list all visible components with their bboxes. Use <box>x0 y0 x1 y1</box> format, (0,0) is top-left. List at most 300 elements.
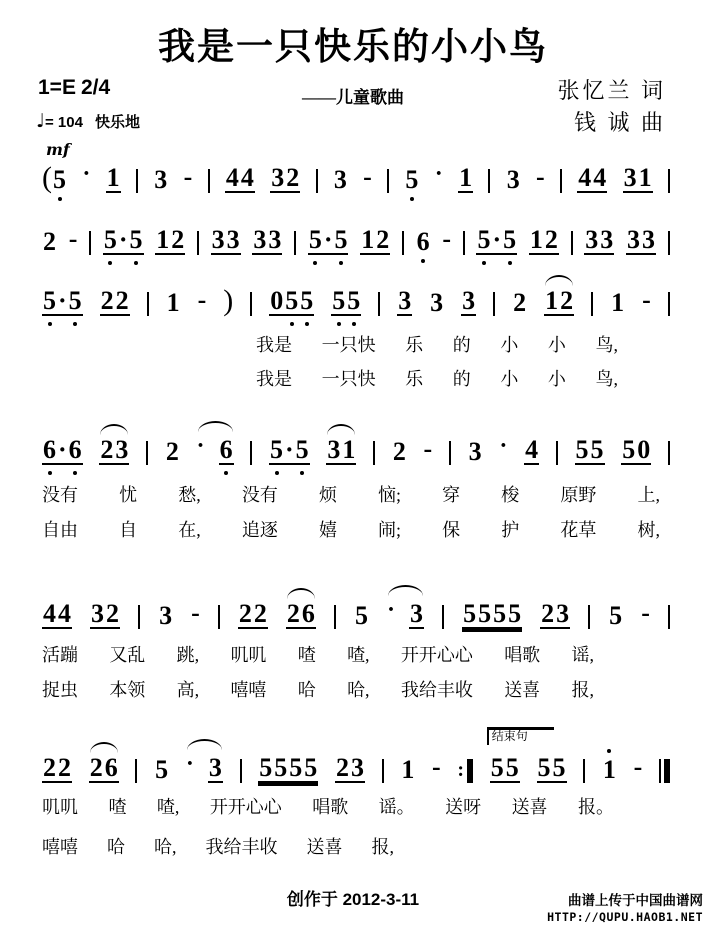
note-digit: 6 <box>104 753 118 782</box>
key-signature: 1=E <box>38 76 76 99</box>
note-digits <box>99 437 129 465</box>
lyric-word: 没有 <box>241 485 278 505</box>
note-digit: 3 <box>468 437 482 466</box>
note-digits <box>544 288 574 316</box>
note-digits <box>286 601 316 629</box>
note-digit: 2 <box>89 753 103 782</box>
note-digit: 2 <box>238 599 252 628</box>
lyric-word: 我给丰收 <box>205 837 278 857</box>
octave-dot-below <box>337 322 341 326</box>
duration-dash: - <box>641 598 650 627</box>
final-barline <box>659 759 670 783</box>
note-digit: 2 <box>392 437 406 466</box>
note-digits <box>100 288 130 316</box>
repeat-dots: : <box>457 759 465 781</box>
note-digit: 3 <box>333 165 347 194</box>
octave-dot-below <box>421 259 425 263</box>
lyric-word: 送喜 <box>306 837 343 857</box>
octave-dot-below <box>134 261 138 265</box>
lyric-word: 鸟, <box>595 335 618 355</box>
note-digits <box>42 229 57 255</box>
note-digit: 6 <box>219 437 234 463</box>
note-digits <box>462 601 522 629</box>
barline <box>294 231 296 255</box>
barline <box>147 292 149 316</box>
note-digits <box>42 755 72 783</box>
slur <box>388 585 423 596</box>
note-digits <box>153 167 168 193</box>
lyric-word: 叽叽 <box>42 797 78 817</box>
note-digit: 3 <box>430 288 444 317</box>
note-digit: 5 <box>404 167 419 193</box>
note-digit: 2 <box>286 599 300 628</box>
thin-bar <box>668 169 670 193</box>
quarter-note-icon: ♩ <box>36 110 45 132</box>
note-digits <box>219 437 234 465</box>
note-digit: 1 <box>545 286 559 315</box>
slur <box>187 739 222 750</box>
note-digits <box>621 437 651 465</box>
note-digits <box>331 288 361 316</box>
thin-bar <box>387 169 389 193</box>
note-digit: 4 <box>240 163 254 192</box>
barline <box>89 231 91 255</box>
note-digit: 5 <box>346 288 361 314</box>
lyric-word: 的 <box>452 335 471 355</box>
barline <box>556 441 558 465</box>
note-digits <box>397 288 412 316</box>
note-digits <box>52 167 67 193</box>
lyric-word: 一只快 <box>321 335 376 355</box>
note-digit: 5 <box>103 227 118 253</box>
note-digits <box>269 288 314 316</box>
lyric-word: 在, <box>178 520 201 540</box>
note-digit: 5 <box>622 435 636 464</box>
note <box>154 757 169 783</box>
barline <box>387 169 389 193</box>
lyric-word: 本领 <box>109 680 146 700</box>
note-digits <box>461 288 476 316</box>
note-digit: 5 <box>537 753 551 782</box>
lyric-word: 谣, <box>571 645 594 665</box>
lyric-row <box>42 838 394 858</box>
octave-dot-below <box>73 471 77 475</box>
note <box>158 603 173 629</box>
lyric-word: 跳, <box>176 645 200 665</box>
barline <box>668 605 670 629</box>
note-digit: 3 <box>208 753 222 782</box>
note-digit: 1 <box>342 435 356 464</box>
barline <box>250 441 252 465</box>
lyric-row <box>42 486 660 506</box>
lyric-word: 我给丰收 <box>400 680 473 700</box>
octave-dot-above <box>607 749 611 753</box>
tempo-marking <box>36 110 140 132</box>
note-digits <box>335 755 365 783</box>
note-digit: 3 <box>506 165 520 194</box>
duration-dash: - <box>642 285 651 314</box>
note <box>155 227 185 255</box>
barline <box>334 605 336 629</box>
note <box>333 167 348 193</box>
note-digit: 4 <box>225 163 239 192</box>
note-digits <box>270 165 300 193</box>
lyric-word: 没有 <box>42 485 78 505</box>
lyric-word: 烦 <box>318 485 337 505</box>
note-digit: 5 <box>575 435 589 464</box>
slur <box>90 742 118 753</box>
thin-bar <box>668 441 670 465</box>
barline <box>493 292 495 316</box>
note-digit: 5 <box>274 753 288 782</box>
octave-dot-below <box>58 197 62 201</box>
note-digit: 4 <box>525 435 539 464</box>
note <box>308 227 349 255</box>
lyric-word: 愁, <box>178 485 201 505</box>
tempo-mood: 快乐地 <box>94 114 140 131</box>
note-digit: 4 <box>43 599 56 628</box>
note-digit: 3 <box>211 225 225 254</box>
note-digit: 2 <box>560 286 574 315</box>
note-digit: 2 <box>115 286 129 315</box>
note-digit: 2 <box>171 225 185 254</box>
note-digits <box>165 439 180 465</box>
note-digits <box>577 165 607 193</box>
octave-dot-below <box>313 261 317 265</box>
note-digit: 2 <box>106 599 120 628</box>
thin-bar <box>147 292 149 316</box>
note-digits <box>154 757 169 783</box>
slur-group <box>186 752 223 783</box>
barline <box>583 759 585 783</box>
note-digit: 3 <box>154 165 168 194</box>
dynamic-mf: mf <box>46 140 70 159</box>
note-digits <box>623 165 653 193</box>
augmentation-dot: · <box>386 597 395 623</box>
barline <box>560 169 562 193</box>
notation-line <box>42 599 670 629</box>
slur-group <box>197 434 234 465</box>
note-digits <box>575 437 605 465</box>
barline <box>218 605 220 629</box>
duration-dash: - <box>432 752 441 781</box>
note-digit: 5 <box>259 753 273 782</box>
thin-bar <box>449 441 451 465</box>
note-digits <box>333 167 348 193</box>
note <box>623 165 653 193</box>
note-digits <box>326 437 356 465</box>
note-digit: 3 <box>410 599 423 628</box>
genre-subtitle: ——儿童歌曲 <box>302 88 404 107</box>
note <box>103 227 144 255</box>
thin-bar <box>250 292 252 316</box>
octave-dot-below <box>305 322 309 326</box>
note <box>42 140 70 194</box>
duration-dash: - <box>536 162 545 191</box>
lyric-word: 喳, <box>347 645 370 665</box>
duration-dash: - <box>197 285 207 314</box>
notation-line <box>42 286 670 316</box>
lyric-word: 报。 <box>578 797 614 817</box>
note <box>468 439 483 465</box>
thin-bar <box>668 292 670 316</box>
note <box>392 439 407 465</box>
thin-bar <box>146 441 148 465</box>
note-digits <box>626 227 656 255</box>
duration-dash: - <box>183 162 193 191</box>
note <box>42 288 83 316</box>
thin-bar <box>378 292 380 316</box>
note <box>331 288 361 316</box>
barline <box>378 292 380 316</box>
thin-bar <box>402 231 404 255</box>
octave-dot-below <box>275 471 279 475</box>
note-digits <box>608 603 623 629</box>
note <box>238 601 268 629</box>
note-digit: 3 <box>600 225 614 254</box>
slur <box>100 424 128 435</box>
note-digits <box>225 165 255 193</box>
note-digits <box>42 288 83 316</box>
note-digits <box>468 439 483 465</box>
octave-dot-below <box>108 261 112 265</box>
barline <box>240 759 242 783</box>
note-digits <box>252 227 282 255</box>
note-digits <box>211 227 241 255</box>
lyric-word: 开开心心 <box>400 645 473 665</box>
note-digits <box>42 601 72 629</box>
thin-bar <box>493 292 495 316</box>
note <box>225 165 255 193</box>
barline <box>197 231 199 255</box>
note-digit: 2 <box>165 437 179 466</box>
lyric-word: 活蹦 <box>42 645 78 665</box>
note-digit: 3 <box>623 163 637 192</box>
barline <box>208 169 210 193</box>
thick-bar <box>664 759 670 783</box>
thin-bar <box>583 759 585 783</box>
lyric-word: 小 <box>547 335 566 355</box>
lyric-word: 哈 <box>297 680 316 700</box>
octave-dot-below <box>482 261 486 265</box>
note-digit: 5 <box>304 753 318 782</box>
note-digits <box>529 227 559 255</box>
lyric-word: 的 <box>452 369 471 389</box>
note <box>409 601 424 629</box>
note-digit: 2 <box>253 599 267 628</box>
note-digit: 3 <box>226 225 240 254</box>
slur <box>287 588 315 599</box>
note-digit: 2 <box>541 599 555 628</box>
lyric-word: 报, <box>371 837 394 857</box>
lyric-word: 一只快 <box>321 369 376 389</box>
note <box>90 601 120 629</box>
watermark-url: HTTP://QUPU.HAOB1.NET <box>547 909 703 924</box>
thin-bar <box>218 605 220 629</box>
note-digits <box>537 755 567 783</box>
slur-group <box>387 598 424 629</box>
thin-bar <box>240 759 242 783</box>
composer-credit: 钱 诚 曲 <box>573 110 666 135</box>
octave-dot-below <box>224 471 228 475</box>
note-digit: 2 <box>100 435 114 464</box>
lyric-word: 高, <box>176 680 200 700</box>
note-digit: 5 <box>476 227 491 253</box>
lyric-row <box>42 681 594 701</box>
duration-dash: - <box>191 598 200 627</box>
lyric-word: 报, <box>571 680 594 700</box>
note <box>610 290 625 316</box>
thin-bar <box>556 441 558 465</box>
thin-bar <box>334 605 336 629</box>
note-digits <box>155 227 185 255</box>
lyric-word: 穿 <box>442 485 461 505</box>
lyric-word: 喳, <box>156 797 180 817</box>
thin-bar <box>136 169 138 193</box>
octave-dot-below <box>508 261 512 265</box>
note-digit: 5 <box>463 599 477 628</box>
note <box>360 227 390 255</box>
note-digit: 1 <box>361 225 375 254</box>
note-digit: 3 <box>268 225 282 254</box>
thin-bar <box>442 605 444 629</box>
thin-bar <box>591 292 593 316</box>
barline <box>138 605 140 629</box>
note-digit: 5 <box>552 753 566 782</box>
lyric-word: 喳 <box>108 797 127 817</box>
note-digit: 5 <box>508 599 522 628</box>
note <box>621 437 651 465</box>
note-digit: · <box>492 225 502 254</box>
lyric-word: 送喜 <box>511 797 548 817</box>
note <box>269 437 310 465</box>
lyric-word: 叽叽 <box>230 645 267 665</box>
lyric-word: 乐 <box>405 369 424 389</box>
note <box>461 288 476 316</box>
note <box>354 603 369 629</box>
note-digits <box>208 755 223 783</box>
note <box>544 288 574 316</box>
notation-line <box>42 225 670 255</box>
octave-dot-below <box>339 261 343 265</box>
thin-bar <box>659 759 661 783</box>
lyric-word: 谣。 <box>378 797 415 817</box>
thin-bar <box>197 231 199 255</box>
note-digit: 5 <box>609 601 623 630</box>
note-digit: 5 <box>505 753 519 782</box>
octave-dot-below <box>352 322 356 326</box>
duration-dash: - <box>68 224 78 253</box>
octave-dot-below <box>73 322 77 326</box>
note <box>286 601 316 629</box>
note <box>42 601 72 629</box>
note <box>416 229 431 255</box>
ending-phrase-label: 结束句 <box>487 727 554 745</box>
note-digit: 3 <box>253 225 267 254</box>
barline <box>668 231 670 255</box>
lyric-word: 开开心心 <box>209 797 282 817</box>
note-digit: 5 <box>155 755 169 784</box>
note-digit: 4 <box>593 163 607 192</box>
note-digits <box>409 601 424 629</box>
thin-bar <box>138 605 140 629</box>
note <box>397 288 412 316</box>
note-digit: 1 <box>459 163 473 192</box>
note-digit: · <box>58 435 67 464</box>
note-digit: 1 <box>106 163 120 192</box>
barline <box>668 441 670 465</box>
note <box>99 437 129 465</box>
note <box>506 167 521 193</box>
note-digits <box>106 165 121 193</box>
lyric-word: 恼; <box>378 485 402 505</box>
note-digit: 2 <box>513 288 527 317</box>
note-digit: 5 <box>590 435 604 464</box>
note-digits <box>360 227 390 255</box>
thin-bar <box>571 231 573 255</box>
notation-line <box>42 729 670 784</box>
note-digit: 3 <box>91 599 105 628</box>
lyric-word: 唱歌 <box>504 645 541 665</box>
lyric-word: 追逐 <box>241 520 278 540</box>
lyric-word: 送呀 <box>445 797 482 817</box>
lyric-word: 哈 <box>107 837 125 857</box>
note <box>106 165 121 193</box>
barline <box>250 292 252 316</box>
note-digit: 5 <box>269 437 284 463</box>
note-digits <box>400 757 415 783</box>
augmentation-dot: · <box>499 433 508 459</box>
note-digit: · <box>58 286 67 315</box>
thin-bar <box>668 605 670 629</box>
watermark-site: 曲谱上传于中国曲谱网 <box>568 893 703 908</box>
lyric-word: 嬉 <box>318 520 337 540</box>
note-digits <box>90 601 120 629</box>
lyric-word: 乐 <box>405 335 424 355</box>
note-digit: 4 <box>578 163 592 192</box>
note-digit: 1 <box>529 225 543 254</box>
lyric-word: 忧 <box>119 485 138 505</box>
note-digit: 6 <box>301 599 315 628</box>
note <box>575 437 605 465</box>
note-digit: 3 <box>115 435 129 464</box>
note-digits <box>610 290 625 316</box>
lyric-word: 送喜 <box>504 680 541 700</box>
note-digit: 1 <box>401 755 415 784</box>
lyric-row <box>256 370 618 390</box>
thin-bar <box>316 169 318 193</box>
augmentation-dot: · <box>434 161 443 187</box>
note-digit: 1 <box>638 163 652 192</box>
note <box>166 290 181 316</box>
lyric-word: 鸟, <box>595 369 618 389</box>
lyric-word: 上, <box>637 485 660 505</box>
breath-paren: ) <box>223 284 234 317</box>
note-digits <box>269 437 310 465</box>
note-digits <box>512 290 527 316</box>
repeat-end-barline <box>457 759 473 783</box>
note-digits <box>354 603 369 629</box>
note-digit: 6 <box>416 229 431 255</box>
note-digit: 0 <box>270 286 284 315</box>
note <box>458 165 473 193</box>
lyric-row <box>42 646 594 666</box>
note <box>89 755 119 783</box>
note-digit: 5 <box>493 599 507 628</box>
lyric-word: 原野 <box>560 485 597 505</box>
thin-bar <box>250 441 252 465</box>
note <box>524 437 539 465</box>
